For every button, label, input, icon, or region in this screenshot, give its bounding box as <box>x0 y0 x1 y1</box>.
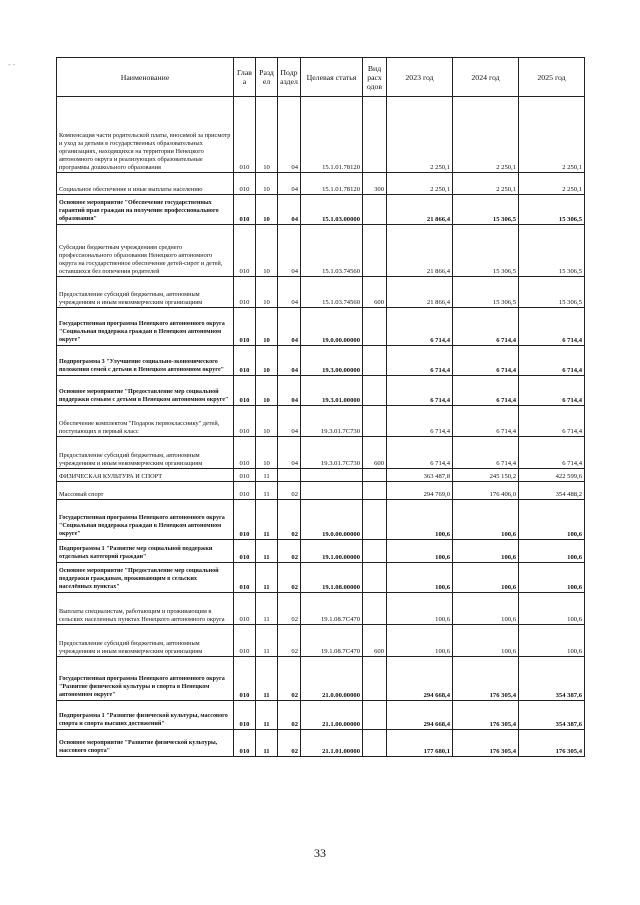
row-glava: 010 <box>234 97 256 173</box>
row-razdel: 10 <box>256 406 278 437</box>
row-razdel: 10 <box>256 97 278 173</box>
row-2024: 100,6 <box>453 563 519 593</box>
table-row <box>57 730 585 757</box>
row-2025: 15 306,5 <box>519 195 585 225</box>
row-glava: 010 <box>234 225 256 277</box>
row-podrazdel: 04 <box>278 97 301 173</box>
row-vid <box>363 701 387 730</box>
row-statya: 21.0.00.00000 <box>301 657 363 701</box>
header-razdel: Разд ел <box>256 58 278 97</box>
table-row <box>57 657 585 701</box>
row-podrazdel: 04 <box>278 308 301 346</box>
row-name: Выплаты специалистам, работающим и проживающим в сельских населенных пунктах Ненецкого автономного округа <box>57 593 234 625</box>
header-vid: Вид расх одов <box>363 58 387 97</box>
table-row <box>57 469 585 482</box>
row-2023: 6 714,4 <box>387 308 453 346</box>
header-glava: Глав а <box>234 58 256 97</box>
row-statya: 21.1.00.00000 <box>301 701 363 730</box>
row-glava: 010 <box>234 195 256 225</box>
table-row <box>57 540 585 563</box>
table-row <box>57 500 585 540</box>
row-statya: 15.1.03.00000 <box>301 195 363 225</box>
row-vid <box>363 97 387 173</box>
table-row <box>57 173 585 195</box>
row-2023: 100,6 <box>387 593 453 625</box>
row-name: Основное мероприятие "Предоставление мер социальной поддержки семьям с детьми в Ненецком автономном округе" <box>57 376 234 406</box>
row-razdel: 10 <box>256 195 278 225</box>
row-podrazdel <box>278 469 301 482</box>
row-name: Подпрограмма 1 "Развитие мер социальной поддержки отдельных категорий граждан" <box>57 540 234 563</box>
row-vid <box>363 593 387 625</box>
row-statya: 19.3.01.7С730 <box>301 437 363 469</box>
row-podrazdel: 02 <box>278 701 301 730</box>
row-glava: 010 <box>234 593 256 625</box>
row-vid <box>363 540 387 563</box>
table-row <box>57 308 585 346</box>
row-vid <box>363 308 387 346</box>
row-name: Предоставление субсидий бюджетным, автономным учреждениям и иным некоммерческим организациям <box>57 625 234 657</box>
row-2024: 6 714,4 <box>453 376 519 406</box>
row-2023: 6 714,4 <box>387 437 453 469</box>
header-2025: 2025 год <box>519 58 585 97</box>
row-2023: 294 668,4 <box>387 657 453 701</box>
row-podrazdel: 02 <box>278 625 301 657</box>
row-2024: 176 305,4 <box>453 730 519 757</box>
row-2023: 294 668,4 <box>387 701 453 730</box>
row-2023: 100,6 <box>387 625 453 657</box>
row-2025: 354 387,6 <box>519 657 585 701</box>
table-row <box>57 225 585 277</box>
row-2025: 100,6 <box>519 593 585 625</box>
row-vid <box>363 225 387 277</box>
row-name: Государственная программа Ненецкого автономного округа "Развитие физической культуры и спорта в Ненецком автономном округе" <box>57 657 234 701</box>
row-glava: 010 <box>234 308 256 346</box>
row-vid <box>363 500 387 540</box>
row-vid <box>363 730 387 757</box>
row-razdel: 11 <box>256 701 278 730</box>
row-2025: 100,6 <box>519 540 585 563</box>
row-razdel: 10 <box>256 225 278 277</box>
row-2025: 2 250,1 <box>519 97 585 173</box>
table-row <box>57 376 585 406</box>
row-2023: 21 866,4 <box>387 277 453 308</box>
row-2024: 15 306,5 <box>453 195 519 225</box>
row-glava: 010 <box>234 173 256 195</box>
row-2024: 176 305,4 <box>453 701 519 730</box>
row-2023: 21 866,4 <box>387 195 453 225</box>
row-vid: 600 <box>363 277 387 308</box>
row-statya: 19.0.00.00000 <box>301 308 363 346</box>
row-vid <box>363 346 387 376</box>
row-podrazdel: 02 <box>278 593 301 625</box>
table-row <box>57 482 585 500</box>
row-vid <box>363 376 387 406</box>
row-razdel: 11 <box>256 482 278 500</box>
row-name: Предоставление субсидий бюджетным, автономным учреждениям и иным некоммерческим организациям <box>57 277 234 308</box>
row-glava: 010 <box>234 701 256 730</box>
row-statya: 19.1.08.7С470 <box>301 625 363 657</box>
row-name: Основное мероприятие "Развитие физической культуры, массового спорта" <box>57 730 234 757</box>
row-vid <box>363 482 387 500</box>
row-podrazdel: 04 <box>278 277 301 308</box>
row-name: Подпрограмма 1 "Развитие физической культуры, массового спорта и спорта высших достижений" <box>57 701 234 730</box>
table-row <box>57 593 585 625</box>
row-statya: 15.1.03.74560 <box>301 277 363 308</box>
row-glava: 010 <box>234 657 256 701</box>
scan-mark: - - <box>8 60 16 69</box>
row-glava: 010 <box>234 376 256 406</box>
table-row <box>57 97 585 173</box>
row-2024: 245 150,2 <box>453 469 519 482</box>
row-podrazdel: 04 <box>278 437 301 469</box>
row-vid <box>363 657 387 701</box>
row-2024: 100,6 <box>453 540 519 563</box>
row-razdel: 11 <box>256 625 278 657</box>
row-name: Основное мероприятие "Обеспечение государственных гарантий прав граждан на получение профессионального образования" <box>57 195 234 225</box>
row-razdel: 10 <box>256 173 278 195</box>
budget-table <box>56 57 585 757</box>
row-name: Массовый спорт <box>57 482 234 500</box>
row-name: Компенсация части родительской платы, вносимой за присмотр и уход за детьми в государственных образовательных организациях, находящихся на территории Ненецкого автономного округа и реализующих образовательные программы дошкольного образования <box>57 97 234 173</box>
row-2025: 6 714,4 <box>519 346 585 376</box>
row-razdel: 11 <box>256 730 278 757</box>
row-podrazdel: 02 <box>278 500 301 540</box>
row-razdel: 11 <box>256 593 278 625</box>
row-podrazdel: 02 <box>278 482 301 500</box>
table-body <box>57 97 585 757</box>
row-2025: 15 306,5 <box>519 277 585 308</box>
row-2025: 15 306,5 <box>519 225 585 277</box>
row-2025: 6 714,4 <box>519 406 585 437</box>
row-razdel: 11 <box>256 657 278 701</box>
row-2024: 100,6 <box>453 500 519 540</box>
table-row <box>57 563 585 593</box>
row-statya: 21.1.01.00000 <box>301 730 363 757</box>
row-2025: 354 387,6 <box>519 701 585 730</box>
row-name: Обеспечение комплектом "Подарок первокласснику" детей, поступающих в первый класс <box>57 406 234 437</box>
row-statya <box>301 469 363 482</box>
row-razdel: 11 <box>256 469 278 482</box>
row-glava: 010 <box>234 469 256 482</box>
row-2024: 2 250,1 <box>453 173 519 195</box>
row-2023: 21 866,4 <box>387 225 453 277</box>
row-2024: 176 406,0 <box>453 482 519 500</box>
row-2024: 6 714,4 <box>453 437 519 469</box>
row-podrazdel: 02 <box>278 563 301 593</box>
row-name: Субсидии бюджетным учреждениям среднего профессионального образования Ненецкого автономного округа на государственное обеспечение детей-сирот и детей, оставшихся без попечения родителей <box>57 225 234 277</box>
row-2025: 100,6 <box>519 563 585 593</box>
row-name: Подпрограмма 3 "Улучшение социально-экономического положения семей с детьми в Ненецком автономном округе" <box>57 346 234 376</box>
row-name: Социальное обеспечение и иные выплаты населению <box>57 173 234 195</box>
row-statya: 19.3.01.7С730 <box>301 406 363 437</box>
row-2023: 100,6 <box>387 563 453 593</box>
row-glava: 010 <box>234 500 256 540</box>
row-2025: 100,6 <box>519 500 585 540</box>
row-vid: 600 <box>363 437 387 469</box>
row-glava: 010 <box>234 482 256 500</box>
header-2023: 2023 год <box>387 58 453 97</box>
row-2024: 100,6 <box>453 593 519 625</box>
row-vid <box>363 406 387 437</box>
row-glava: 010 <box>234 406 256 437</box>
header-podrazdel: Подр аздел <box>278 58 301 97</box>
row-name: ФИЗИЧЕСКАЯ КУЛЬТУРА И СПОРТ <box>57 469 234 482</box>
row-glava: 010 <box>234 625 256 657</box>
row-podrazdel: 04 <box>278 173 301 195</box>
row-2023: 177 680,1 <box>387 730 453 757</box>
row-podrazdel: 04 <box>278 195 301 225</box>
row-podrazdel: 04 <box>278 225 301 277</box>
row-2025: 354 488,2 <box>519 482 585 500</box>
row-2023: 6 714,4 <box>387 346 453 376</box>
row-2024: 6 714,4 <box>453 308 519 346</box>
row-podrazdel: 02 <box>278 540 301 563</box>
row-statya: 19.3.01.00000 <box>301 376 363 406</box>
table-row <box>57 346 585 376</box>
header-name: Наименование <box>57 58 234 97</box>
row-statya: 19.1.08.7С470 <box>301 593 363 625</box>
row-2024: 176 305,4 <box>453 657 519 701</box>
table-row <box>57 406 585 437</box>
row-statya <box>301 482 363 500</box>
row-vid <box>363 469 387 482</box>
row-statya: 15.1.01.78120 <box>301 97 363 173</box>
row-podrazdel: 04 <box>278 406 301 437</box>
row-2024: 6 714,4 <box>453 346 519 376</box>
table-row <box>57 701 585 730</box>
row-podrazdel: 04 <box>278 346 301 376</box>
row-glava: 010 <box>234 730 256 757</box>
row-2023: 100,6 <box>387 540 453 563</box>
row-razdel: 11 <box>256 540 278 563</box>
table-row <box>57 277 585 308</box>
row-razdel: 10 <box>256 346 278 376</box>
row-2025: 6 714,4 <box>519 308 585 346</box>
header-statya: Целевая статья <box>301 58 363 97</box>
row-podrazdel: 04 <box>278 376 301 406</box>
row-2023: 363 487,8 <box>387 469 453 482</box>
row-razdel: 10 <box>256 308 278 346</box>
row-name: Основное мероприятие "Предоставление мер социальной поддержки гражданам, проживающим в сельских населённых пунктах" <box>57 563 234 593</box>
row-statya: 15.1.01.78120 <box>301 173 363 195</box>
row-2024: 15 306,5 <box>453 277 519 308</box>
row-vid <box>363 195 387 225</box>
row-razdel: 11 <box>256 563 278 593</box>
row-name: Предоставление субсидий бюджетным, автономным учреждениям и иным некоммерческим организациям <box>57 437 234 469</box>
row-podrazdel: 02 <box>278 657 301 701</box>
row-vid: 300 <box>363 173 387 195</box>
row-razdel: 10 <box>256 277 278 308</box>
row-2023: 6 714,4 <box>387 376 453 406</box>
row-glava: 010 <box>234 277 256 308</box>
row-2025: 6 714,4 <box>519 437 585 469</box>
row-2023: 294 769,0 <box>387 482 453 500</box>
table-row <box>57 437 585 469</box>
row-name: Государственная программа Ненецкого автономного округа "Социальная поддержка граждан в Ненецком автономном округе" <box>57 500 234 540</box>
row-statya: 19.1.00.00000 <box>301 540 363 563</box>
row-2024: 15 306,5 <box>453 225 519 277</box>
row-glava: 010 <box>234 437 256 469</box>
row-statya: 19.0.00.00000 <box>301 500 363 540</box>
row-2025: 100,6 <box>519 625 585 657</box>
row-2025: 6 714,4 <box>519 376 585 406</box>
header-2024: 2024 год <box>453 58 519 97</box>
row-statya: 19.3.00.00000 <box>301 346 363 376</box>
row-glava: 010 <box>234 346 256 376</box>
row-2024: 2 250,1 <box>453 97 519 173</box>
row-glava: 010 <box>234 540 256 563</box>
table-row <box>57 195 585 225</box>
row-statya: 15.1.03.74560 <box>301 225 363 277</box>
row-podrazdel: 02 <box>278 730 301 757</box>
row-vid: 600 <box>363 625 387 657</box>
row-2025: 2 250,1 <box>519 173 585 195</box>
row-2023: 2 250,1 <box>387 97 453 173</box>
row-2025: 176 305,4 <box>519 730 585 757</box>
row-razdel: 11 <box>256 500 278 540</box>
row-name: Государственная программа Ненецкого автономного округа "Социальная поддержка граждан в Ненецком автономном округе" <box>57 308 234 346</box>
page-number: 33 <box>314 846 326 860</box>
row-razdel: 10 <box>256 376 278 406</box>
table-header-row <box>57 58 585 97</box>
row-2024: 100,6 <box>453 625 519 657</box>
row-2023: 2 250,1 <box>387 173 453 195</box>
row-razdel: 10 <box>256 437 278 469</box>
row-glava: 010 <box>234 563 256 593</box>
row-statya: 19.1.08.00000 <box>301 563 363 593</box>
row-2023: 100,6 <box>387 500 453 540</box>
row-vid <box>363 563 387 593</box>
row-2025: 422 599,6 <box>519 469 585 482</box>
row-2023: 6 714,4 <box>387 406 453 437</box>
table-row <box>57 625 585 657</box>
row-2024: 6 714,4 <box>453 406 519 437</box>
